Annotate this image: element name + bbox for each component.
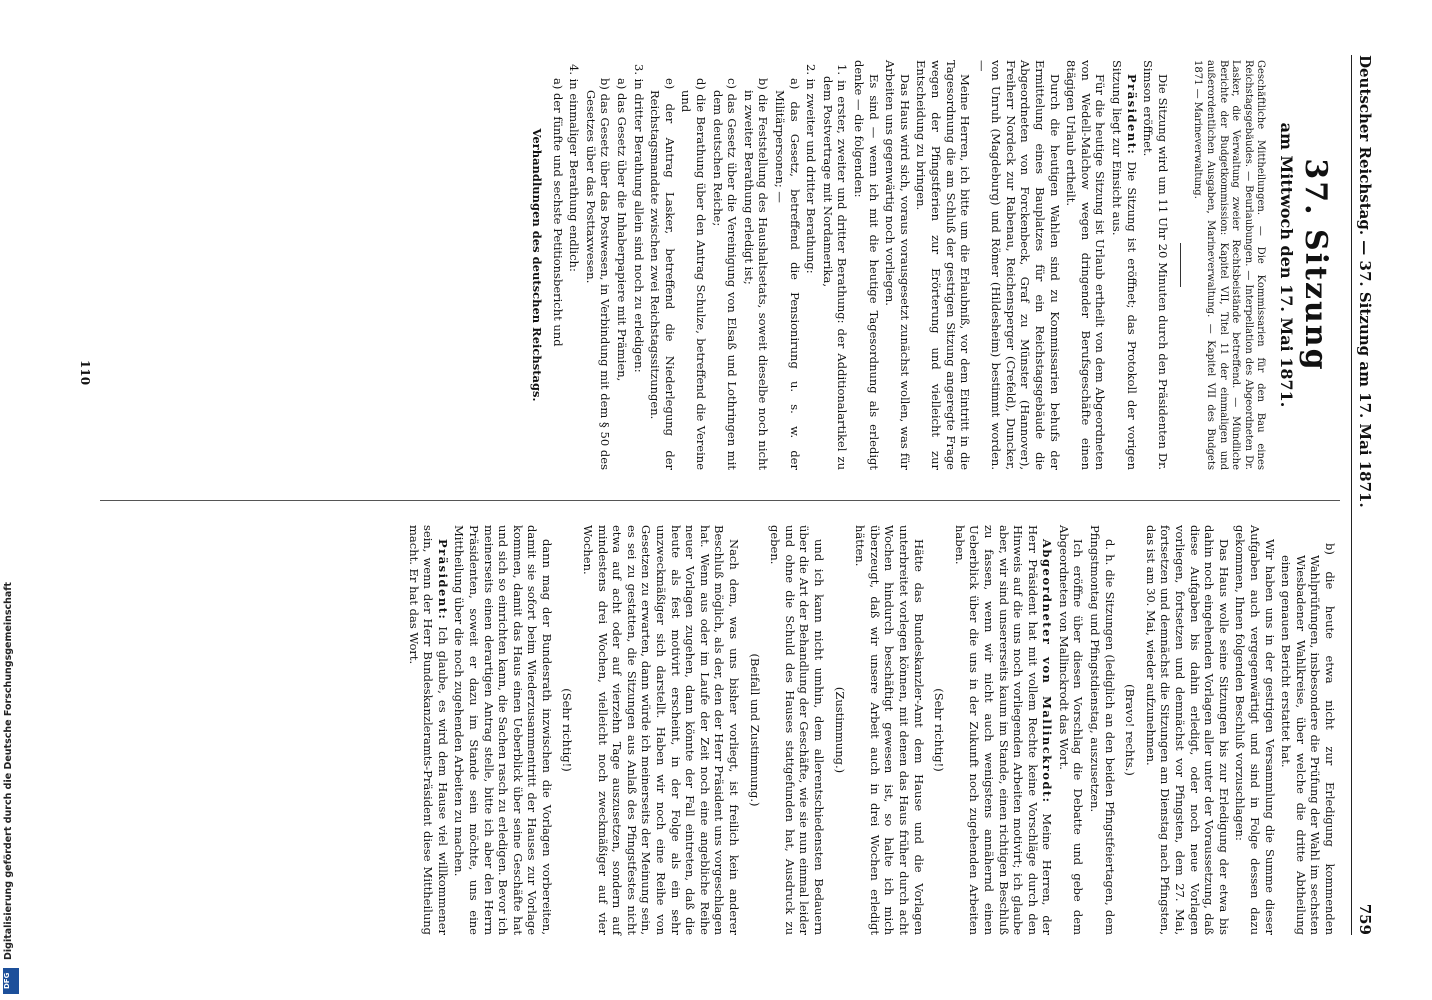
list-item [804,60,819,470]
header-page-number: 759 [1356,903,1374,935]
sub-list-item [648,60,677,470]
paragraph-text: Die Sitzung wird um 11 Uhr 20 Minuten durch den Präsidenten Dr. Simson eröffnet. [1141,60,1170,470]
paragraph [974,60,1062,470]
paragraph [1143,525,1231,935]
speaker-name: Abgeordneter von Mallinckrodt: [1040,539,1055,804]
paragraph [851,60,880,470]
paragraph-text: Verhandlungen des deutschen Reichstags. [530,128,545,402]
paragraph-text: b) die Feststellung des Haushaltsetats, soweit dieselbe noch nicht in zweiter Berathung erledigt ist; [741,78,771,470]
paragraph-text: a) das Gesetz, betreffend die Pensionirung u. s. w. der Militärpersonen; — [773,78,802,470]
paragraph-text: Ich eröffne über diesen Vorschlag die Debatte und gebe dem Abgeordneten von Mallinckrodt das Wort. [1056,525,1086,935]
sub-list-item [679,60,708,470]
sub-list-item [741,60,770,470]
paragraph-text: dann mag der Bundesrath inzwischen die Vorlagen vorbereiten, damit sie sofort beim Wiederzusammentritt der Hauses zur Vorlage kommen, damit das Haus einen Ueberblick über seine Geschäfte hat und sich so einrichten kann, die Sachen rasch zu erledigen. Bevor ich meinerseits einen derartigen Antrag stelle, bitte ich aber den Herrn Präsidenten, soweit er dazu im Stande sein möchte, uns eine Mittheilung über die noch zugehenden Arbeiten zu machen. [452,525,554,935]
paragraph-text: 4. in einmaliger Berathung endlich: [567,64,582,272]
paragraph-text: (Sehr richtig!) [560,688,575,772]
paragraph [1233,525,1277,935]
sub-list-item [772,60,801,470]
paragraph-text: Das Haus wird sich, voraus vorausgesetzt zunächst wollen, was für Arbeiten uns gegenwärtig noch vorliegen. [883,60,912,470]
sub-list-item [710,60,739,470]
paragraph-text: b) das Gesetz über das Postwesen, in Verbindung mit dem § 50 des Gesetzes über das Posttaxwesen. [583,78,613,470]
sub-list-item [583,60,612,470]
list-item [631,60,646,470]
paragraph-text: Nach dem, was uns bisher vorliegt, ist freilich kein anderer Beschluß möglich, als der, den der Herr Präsident uns vorgeschlagen hat. Wenn aus oder im Laufe der Zeit noch eine angebliche Reihe neuer Vorlagen zugehen, dann könnte der Fall eintreten, daß die heute als fest motivirt erscheint, in der Folge als ein sehr unzweckmäßiger sich darstellt. Haben wir noch eine Reihe von Gesetzen zu erwarten, dann würde ich meinerseits der Meinung sein, es sei zu gestatten, die Sitzungen aus Anlaß des Pfingstfestes nicht etwa auf acht oder auf vierzehn Tage auszusetzen, sondern auf mindestens drei Wochen, vielleicht noch zweckmäßiger auf vier Wochen. [581,525,742,935]
paragraph [914,60,972,470]
paragraph [1141,60,1170,470]
footer-strip [0,0,22,1000]
header-title: Deutscher Reichstag. — 37. Sitzung am 17. Mai 1871. [1356,55,1374,508]
right-column-body [406,525,1337,935]
paragraph-text: Es sind — wenn ich mit die heutige Tagesordnung als erledigt denke — die folgenden: [851,60,881,470]
paragraph-text: c) das Gesetz über die Vereinigung von Elsaß und Lothringen mit dem deutschen Reiche; [710,78,740,470]
speaker-name: Präsident: [435,539,450,621]
speaker-name: Präsident: [1124,74,1139,156]
section-footer-line [530,60,545,470]
sub-list-item [550,60,565,470]
paragraph-text: (Sehr richtig!) [932,688,947,772]
right-column [67,525,1337,935]
paragraph-text: Durch die heutigen Wahlen sind zu Kommissarien behufs der Ermittelung eines Bauplatzes für ein Reichstagsgebäude die Abgeordneten von Forckenbeck, Graf zu Münster (Hannover), Freiherr Nordeck zur Rabenau, Reichensperger (Crefeld), Duncker, von Unruh (Magdeburg) und Römer (Hildesheim) bestimmt worden. — [974,60,1062,470]
paragraph-text: Für die heutige Sitzung ist Urlaub ertheilt von dem Abgeordneten von Wedell-Malchow wegen dringender Berufsgeschäfte einen 8tägigen Urlaub ertheilt. [1064,60,1108,470]
interjection [1123,525,1138,935]
paragraph-text: Hätte das Bundeskanzler-Amt dem Hause und die Vorlagen unterbreitet vorlegen können, mit denen das Haus früher durch acht Wochen hindurch beschäftigt gewesen ist, so halte ich mich überzeugt, daß wir unsere Arbeit auch in drei Wochen erledigt hätten. [853,525,926,935]
paragraph-text: Das Haus wolle seine Sitzungen bis zur Erledigung der etwa bis dahin noch eingehenden Vorlagen aller unter der Voraussetzung, daß diese Aufgaben bis dahin erledigt, oder noch neue Vorlagen vorliegen, fortsetzen und demnächst vor Pfingsten, dem 27. Mai, fortsetzen und demnächst die Sitzungen am Dienstag nach Pfingsten, das ist am 30. Mai, wieder aufzunehmen. [1143,525,1231,935]
list-item [567,60,582,470]
paragraph [768,525,826,935]
interjection [932,525,947,935]
paragraph-text: e) der Antrag Lasker, betreffend die Niederlegung der Reichstagsmandate zwischen zwei Reichstagssitzungen. [648,78,677,470]
interjection [560,525,575,935]
paragraph [883,60,912,470]
running-header [1351,55,1374,935]
paragraph [1064,60,1108,470]
paragraph [581,525,742,935]
paragraph-text: Ich glaube, es wird dem Hause viel willkommener sein, wenn der Herr Bundeskanzleramts-Präsident diese Mittheilung macht. Er hat das Wort. [406,525,450,935]
section-divider [1180,243,1181,287]
paragraph [1056,525,1085,935]
paragraph-text: Meine Herren, der Herr Präsident hat mit vollem Rechte keine Vorschläge durch den Hinweis auf die uns noch vorliegenden Arbeiten motivirt; ich glaube aber, wir sind unsererseits kaum im Stande, einen richtigen Beschluß zu fassen, wenn wir nicht auch wenigstens annähernd einen Ueberblick über die uns in der Zukunft noch zugehenden Arbeiten haben. [952,525,1055,935]
sub-list-item [614,60,629,470]
paragraph-text: d) die Berathung über den Antrag Schulze, betreffend die Vereine und [679,78,709,470]
paragraph-text: b) die heute etwa nicht zur Erledigung kommenden Wahlprüfungen, insbesondere die Prüfung der Wahl im sechsten Wiesbadener Wahlkreise, über welche die dritte Abtheilung einen genauen Bericht erstattet hat. [1279,543,1337,935]
paragraph [1109,60,1138,470]
paragraph-text: 2. in zweiter und dritter Berathung: [804,64,819,274]
session-summary: Geschäftliche Mittheilungen. — Die Kommissarien für den Bau eines Reichstagsgebäudes. — Beurlaubungen. — Interpellation des Abgeordneten Dr. Lasker, die Verwaltung zweier Rechtsbeistände betreffend. — Mündliche Berichte der Budgetkommission: Kapitel VII, Titel 11 der einmaligen und außerordentlichen Ausgaben, Marineverwaltung. — Kapitel VII des Budgets 1871 — Marineverwaltung. [1192,60,1267,470]
session-title: 37. Sitzung [1298,158,1333,372]
paragraph-text: (Beifall und Zustimmung.) [747,653,762,807]
paragraph [853,525,926,935]
paragraph-text: a) der fünfte und sechste Petitionsbericht und [550,78,565,347]
dfg-logo-text: DFG [3,972,11,990]
interjection [832,525,847,935]
paragraph [952,525,1054,935]
paragraph [1088,525,1117,935]
paragraph-text: (Zustimmung.) [832,686,847,774]
paragraph-text: und ich kann nicht umhin, dem allerentschiedensten Bedauern über die Art der Behandlung der Geschäfte, wie sie nun einmal leider und ohne die Schuld des Hauses stattgefunden hat, Ausdruck zu geben. [768,525,826,935]
paragraph-text: Die Sitzung ist eröffnet; das Protokoll der vorigen Sitzung liegt zur Einsicht aus. [1110,60,1139,470]
dfg-logo [3,968,19,994]
sub-list-item [1279,525,1337,935]
column-divider [100,500,1340,501]
list-item [820,60,849,470]
left-column-body [530,60,1170,470]
paragraph-text: a) das Gesetz über die Inhaberpapiere mit Prämien, [615,78,630,382]
paragraph-text: Wir haben uns in der gestrigen Versammlung die Summe dieser Aufgaben auch vergegenwärtigt und sind in Folge dessen dazu gekommen, Ihnen folgenden Beschluß vorzuschlagen: [1233,525,1277,935]
paragraph-text: d. h. die Sitzungen (lediglich an den beiden Pfingstfeiertagen, dem Pfingstmontag und Pfingstdienstag, auszusetzen. [1088,525,1117,935]
funding-footer: Digitalisierung gefördert durch die Deutsche Forschungsgemeinschaft [3,582,14,960]
interjection [747,525,762,935]
paragraph-text: 1. in erster, zweiter und dritter Berathung: der Additionalartikel zu dem Postvertrage mit Nordamerika, [820,64,850,470]
paragraph [452,525,554,935]
paragraph [406,525,450,935]
page-number-bottom: 110 [78,360,92,386]
paragraph-text: Meine Herren, ich bitte um die Erlaubniß, vor dem Eintritt in die Tagesordnung die am Schluß der gestrigen Sitzung angeregte Frage wegen der Pfingstferien zur Erörterung und vielleicht zur Entscheidung zu bringen. [914,60,973,470]
paragraph-text: 3. in dritter Berathung allein sind noch zu erledigen: [631,64,646,373]
session-date: am Mittwoch den 17. Mai 1871. [1277,122,1296,408]
paragraph-text: (Bravo! rechts.) [1123,684,1138,776]
left-column [67,60,1337,470]
